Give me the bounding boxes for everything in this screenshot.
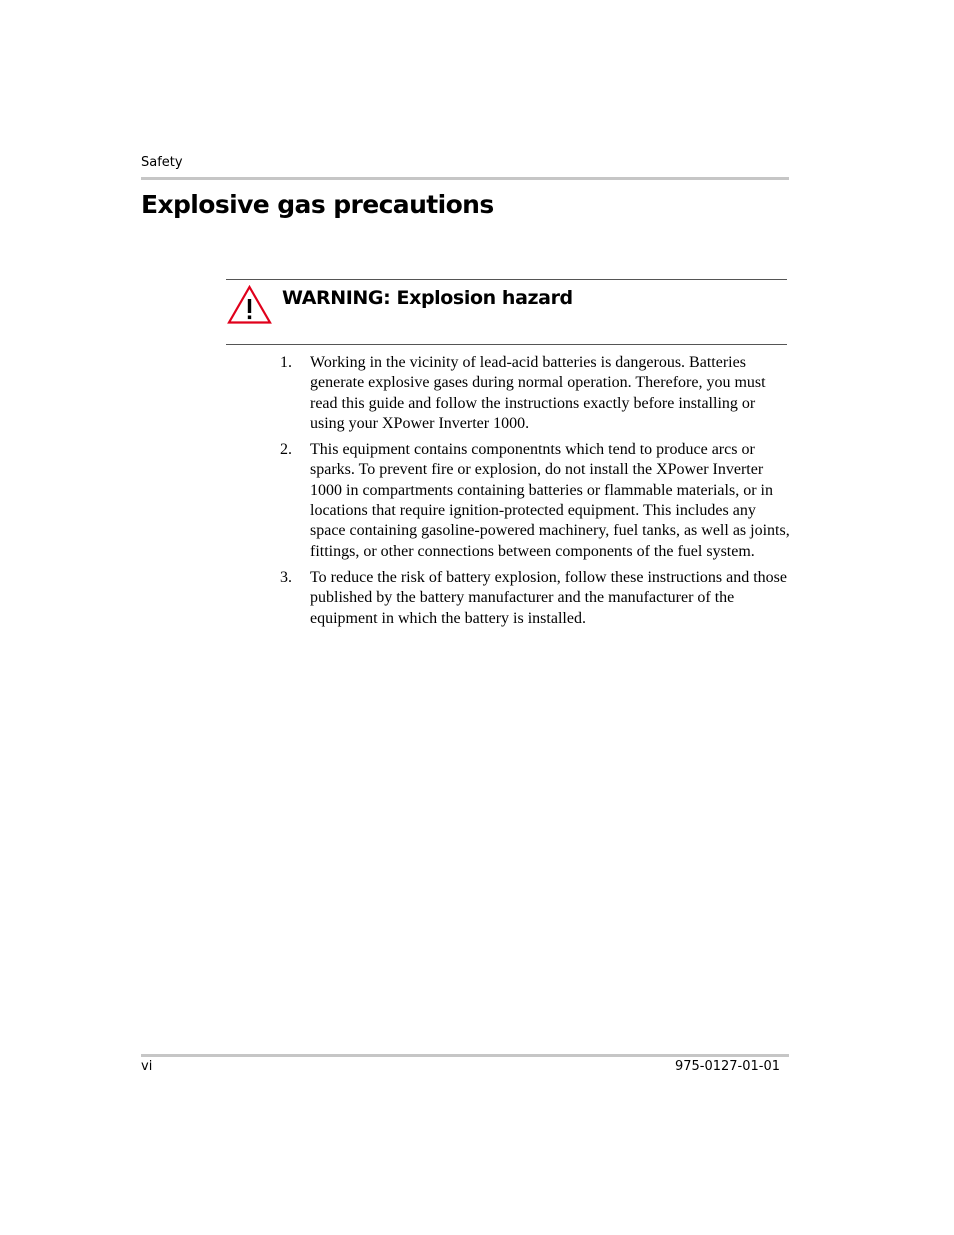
warning-bottom-rule: [226, 344, 787, 345]
header-rule: [141, 177, 789, 180]
warning-top-rule: [226, 279, 787, 280]
warning-list: [280, 353, 790, 635]
document-number: 975-0127-01-01: [674, 1059, 780, 1074]
page-number: vi: [141, 1059, 153, 1074]
list-item: [280, 568, 790, 629]
list-item-text: To reduce the risk of battery explosion, follow these instructions and those published by the battery manufacturer and the manufacturer of the equipment in which the battery is installed.: [310, 568, 787, 627]
warning-triangle-icon: [227, 285, 272, 325]
running-header: Safety: [141, 155, 183, 170]
list-item: [280, 440, 790, 562]
list-item-text: This equipment contains componentnts which tend to produce arcs or sparks. To prevent fire or explosion, do not install the XPower Inverter 1000 in compartments containing batteries or flammable materials, or in locations that require ignition-protected equipment. This includes any space containing gasoline-powered machinery, fuel tanks, as well as joints, fittings, or other connections between components of the fuel system.: [310, 441, 790, 560]
list-item-number: 2.: [280, 441, 292, 459]
list-item-text: Working in the vicinity of lead-acid batteries is dangerous. Batteries generate explosive gases during normal operation. Therefore, you must read this guide and follow the instructions exactly before installing or using your XPower Inverter 1000.: [310, 354, 766, 432]
page-title: Explosive gas precautions: [141, 190, 494, 219]
list-item-number: 1.: [280, 354, 292, 371]
list-item: [280, 353, 790, 434]
warning-title: WARNING: Explosion hazard: [282, 287, 573, 309]
list-item-number: 3.: [280, 568, 292, 586]
footer-rule: [141, 1054, 789, 1057]
